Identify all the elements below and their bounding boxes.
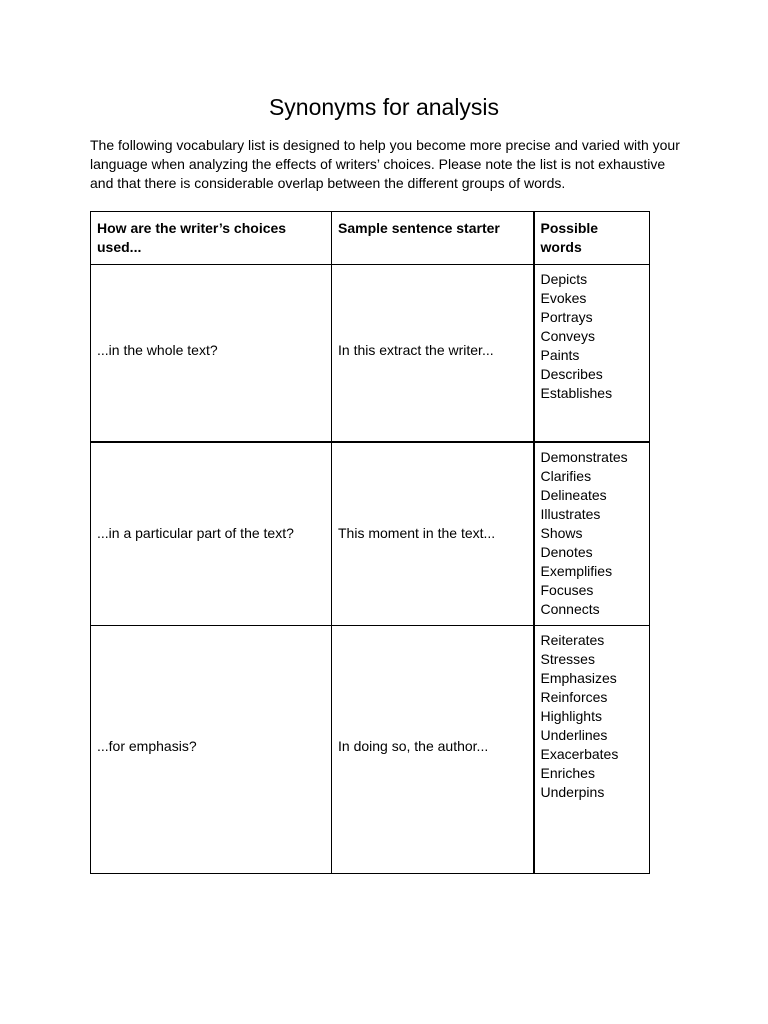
intro-line-2: language when analyzing the effects of writers’ choices. Please note the list is not exhaustive — [90, 156, 666, 172]
row-words — [534, 265, 650, 442]
row-starter: In this extract the writer... — [332, 265, 534, 442]
table-header-row — [91, 212, 650, 265]
intro-line-3: and that there is considerable overlap between the different groups of words. — [90, 175, 566, 191]
word-item: Establishes — [540, 385, 613, 401]
word-item: Conveys — [540, 328, 595, 344]
header-words: Possible words — [534, 212, 650, 265]
intro-paragraph — [90, 136, 690, 193]
word-item: Highlights — [540, 708, 602, 724]
word-item: Portrays — [540, 309, 593, 325]
word-item: Reiterates — [540, 632, 605, 648]
word-item: Connects — [540, 600, 600, 617]
word-item: Clarifies — [540, 467, 592, 484]
word-item: Paints — [540, 347, 580, 363]
table-row — [91, 626, 650, 874]
word-item: Depicts — [540, 271, 588, 287]
word-item: Stresses — [540, 651, 595, 667]
word-item: Focuses — [540, 581, 594, 598]
row-starter: This moment in the text... — [332, 442, 534, 626]
header-starter: Sample sentence starter — [332, 212, 534, 265]
word-item: Enriches — [540, 765, 595, 781]
row-words — [534, 626, 650, 874]
row-question: ...in the whole text? — [91, 265, 332, 442]
word-item: Underlines — [540, 727, 608, 743]
word-item: Emphasizes — [540, 670, 617, 686]
row-question: ...for emphasis? — [91, 626, 332, 874]
table-row — [91, 265, 650, 442]
word-item: Underpins — [540, 784, 605, 800]
table-row — [91, 442, 650, 626]
word-item: Shows — [540, 524, 583, 541]
word-item: Reinforces — [540, 689, 608, 705]
word-item: Exemplifies — [540, 562, 613, 579]
intro-line-1: The following vocabulary list is designed to help you become more precise and varied with your — [90, 137, 680, 153]
word-item: Illustrates — [540, 505, 601, 522]
page-title: Synonyms for analysis — [268, 94, 500, 120]
vocabulary-table — [90, 211, 650, 874]
word-item: Denotes — [540, 543, 593, 560]
row-starter: In doing so, the author... — [332, 626, 534, 874]
word-item: Delineates — [540, 486, 607, 503]
word-item: Describes — [540, 366, 603, 382]
word-item: Exacerbates — [540, 746, 619, 762]
word-item: Evokes — [540, 290, 587, 306]
word-item: Demonstrates — [540, 448, 628, 465]
row-question: ...in a particular part of the text? — [91, 442, 332, 626]
header-question: How are the writer’s choices used... — [91, 212, 332, 265]
row-words — [534, 442, 650, 626]
